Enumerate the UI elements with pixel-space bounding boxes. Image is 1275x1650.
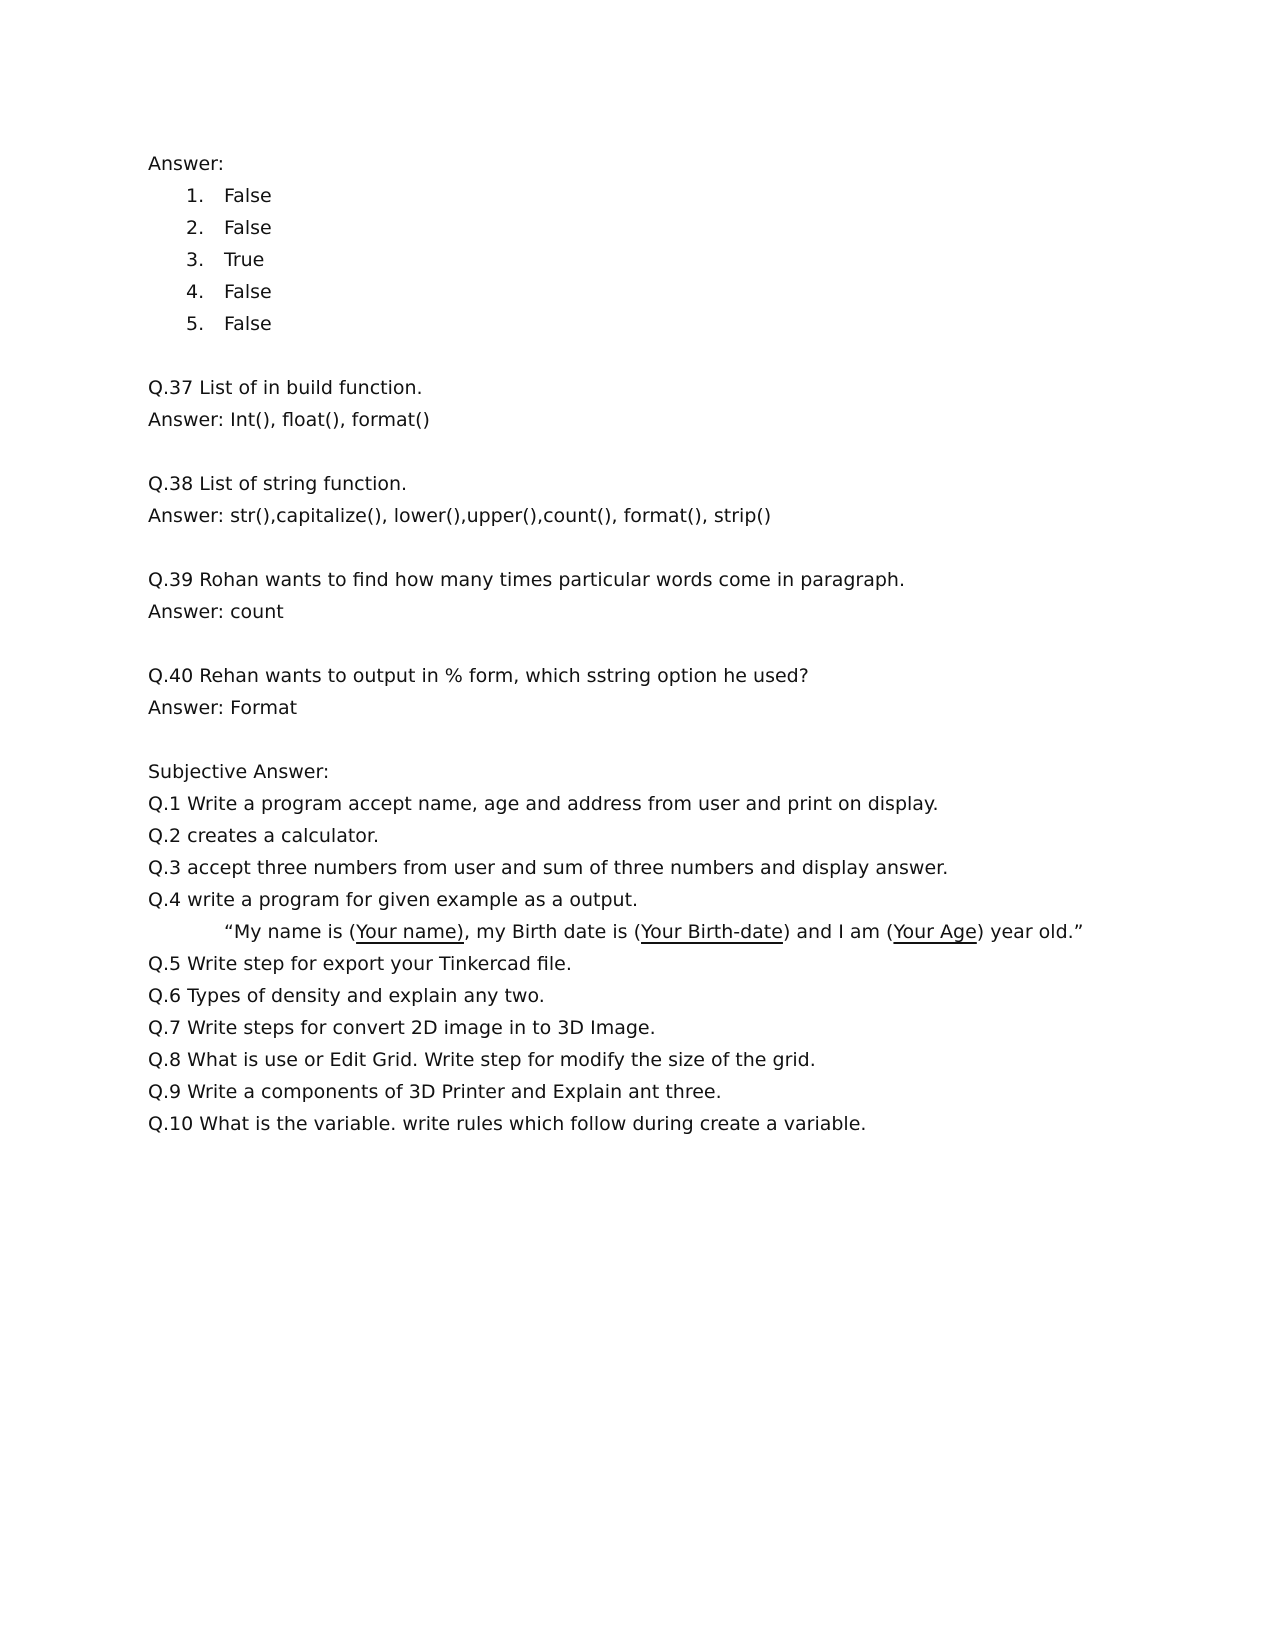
true-false-answer-list [148, 180, 1128, 340]
placeholder-age: Your Age [893, 921, 977, 943]
subjective-question-5: Q.5 Write step for export your Tinkercad file. [148, 953, 572, 975]
subjective-question-3: Q.3 accept three numbers from user and sum of three numbers and display answer. [148, 857, 949, 879]
subjective-question-2: Q.2 creates a calculator. [148, 825, 380, 847]
list-text: False [224, 217, 272, 239]
spacer [148, 724, 1128, 756]
list-text: False [224, 313, 272, 335]
example-text: ) year old.” [976, 921, 1084, 943]
spacer [148, 628, 1128, 660]
example-text: “My name is ( [224, 921, 357, 943]
example-text: , my Birth date is ( [463, 921, 642, 943]
subjective-question-8: Q.8 What is use or Edit Grid. Write step for modify the size of the grid. [148, 1049, 816, 1071]
subjective-question-9: Q.9 Write a components of 3D Printer and Explain ant three. [148, 1081, 722, 1103]
list-text: False [224, 281, 272, 303]
list-number: 1. [186, 185, 205, 207]
subjective-heading: Subjective Answer: [148, 761, 330, 783]
list-item [148, 244, 1128, 276]
list-item [148, 180, 1128, 212]
list-item [148, 276, 1128, 308]
subjective-question-10: Q.10 What is the variable. write rules which follow during create a variable. [148, 1113, 867, 1135]
answer-label: Answer: [148, 153, 225, 175]
subjective-question-4: Q.4 write a program for given example as a output. [148, 889, 639, 911]
list-number: 2. [186, 217, 205, 239]
example-text: ) and I am ( [782, 921, 894, 943]
answer-37: Answer: Int(), float(), format() [148, 409, 430, 431]
list-number: 5. [186, 313, 205, 335]
list-number: 3. [186, 249, 205, 271]
subjective-question-6: Q.6 Types of density and explain any two. [148, 985, 545, 1007]
spacer [148, 436, 1128, 468]
list-number: 4. [186, 281, 205, 303]
subjective-question-1: Q.1 Write a program accept name, age and address from user and print on display. [148, 793, 939, 815]
answer-38: Answer: str(),capitalize(), lower(),upper(),count(), format(), strip() [148, 505, 772, 527]
list-text: True [224, 249, 265, 271]
list-text: False [224, 185, 272, 207]
placeholder-birth-date: Your Birth-date [641, 921, 783, 943]
question-38: Q.38 List of string function. [148, 473, 408, 495]
question-37: Q.37 List of in build function. [148, 377, 423, 399]
answer-39: Answer: count [148, 601, 284, 623]
question-39: Q.39 Rohan wants to find how many times particular words come in paragraph. [148, 569, 906, 591]
placeholder-your-name: Your name) [356, 921, 464, 943]
document-content [148, 148, 1128, 1140]
list-item [148, 308, 1128, 340]
list-item [148, 212, 1128, 244]
spacer [148, 340, 1128, 372]
subjective-question-7: Q.7 Write steps for convert 2D image in to 3D Image. [148, 1017, 656, 1039]
question-40: Q.40 Rehan wants to output in % form, which sstring option he used? [148, 665, 809, 687]
spacer [148, 532, 1128, 564]
answer-40: Answer: Format [148, 697, 298, 719]
example-output-line [148, 916, 1128, 948]
